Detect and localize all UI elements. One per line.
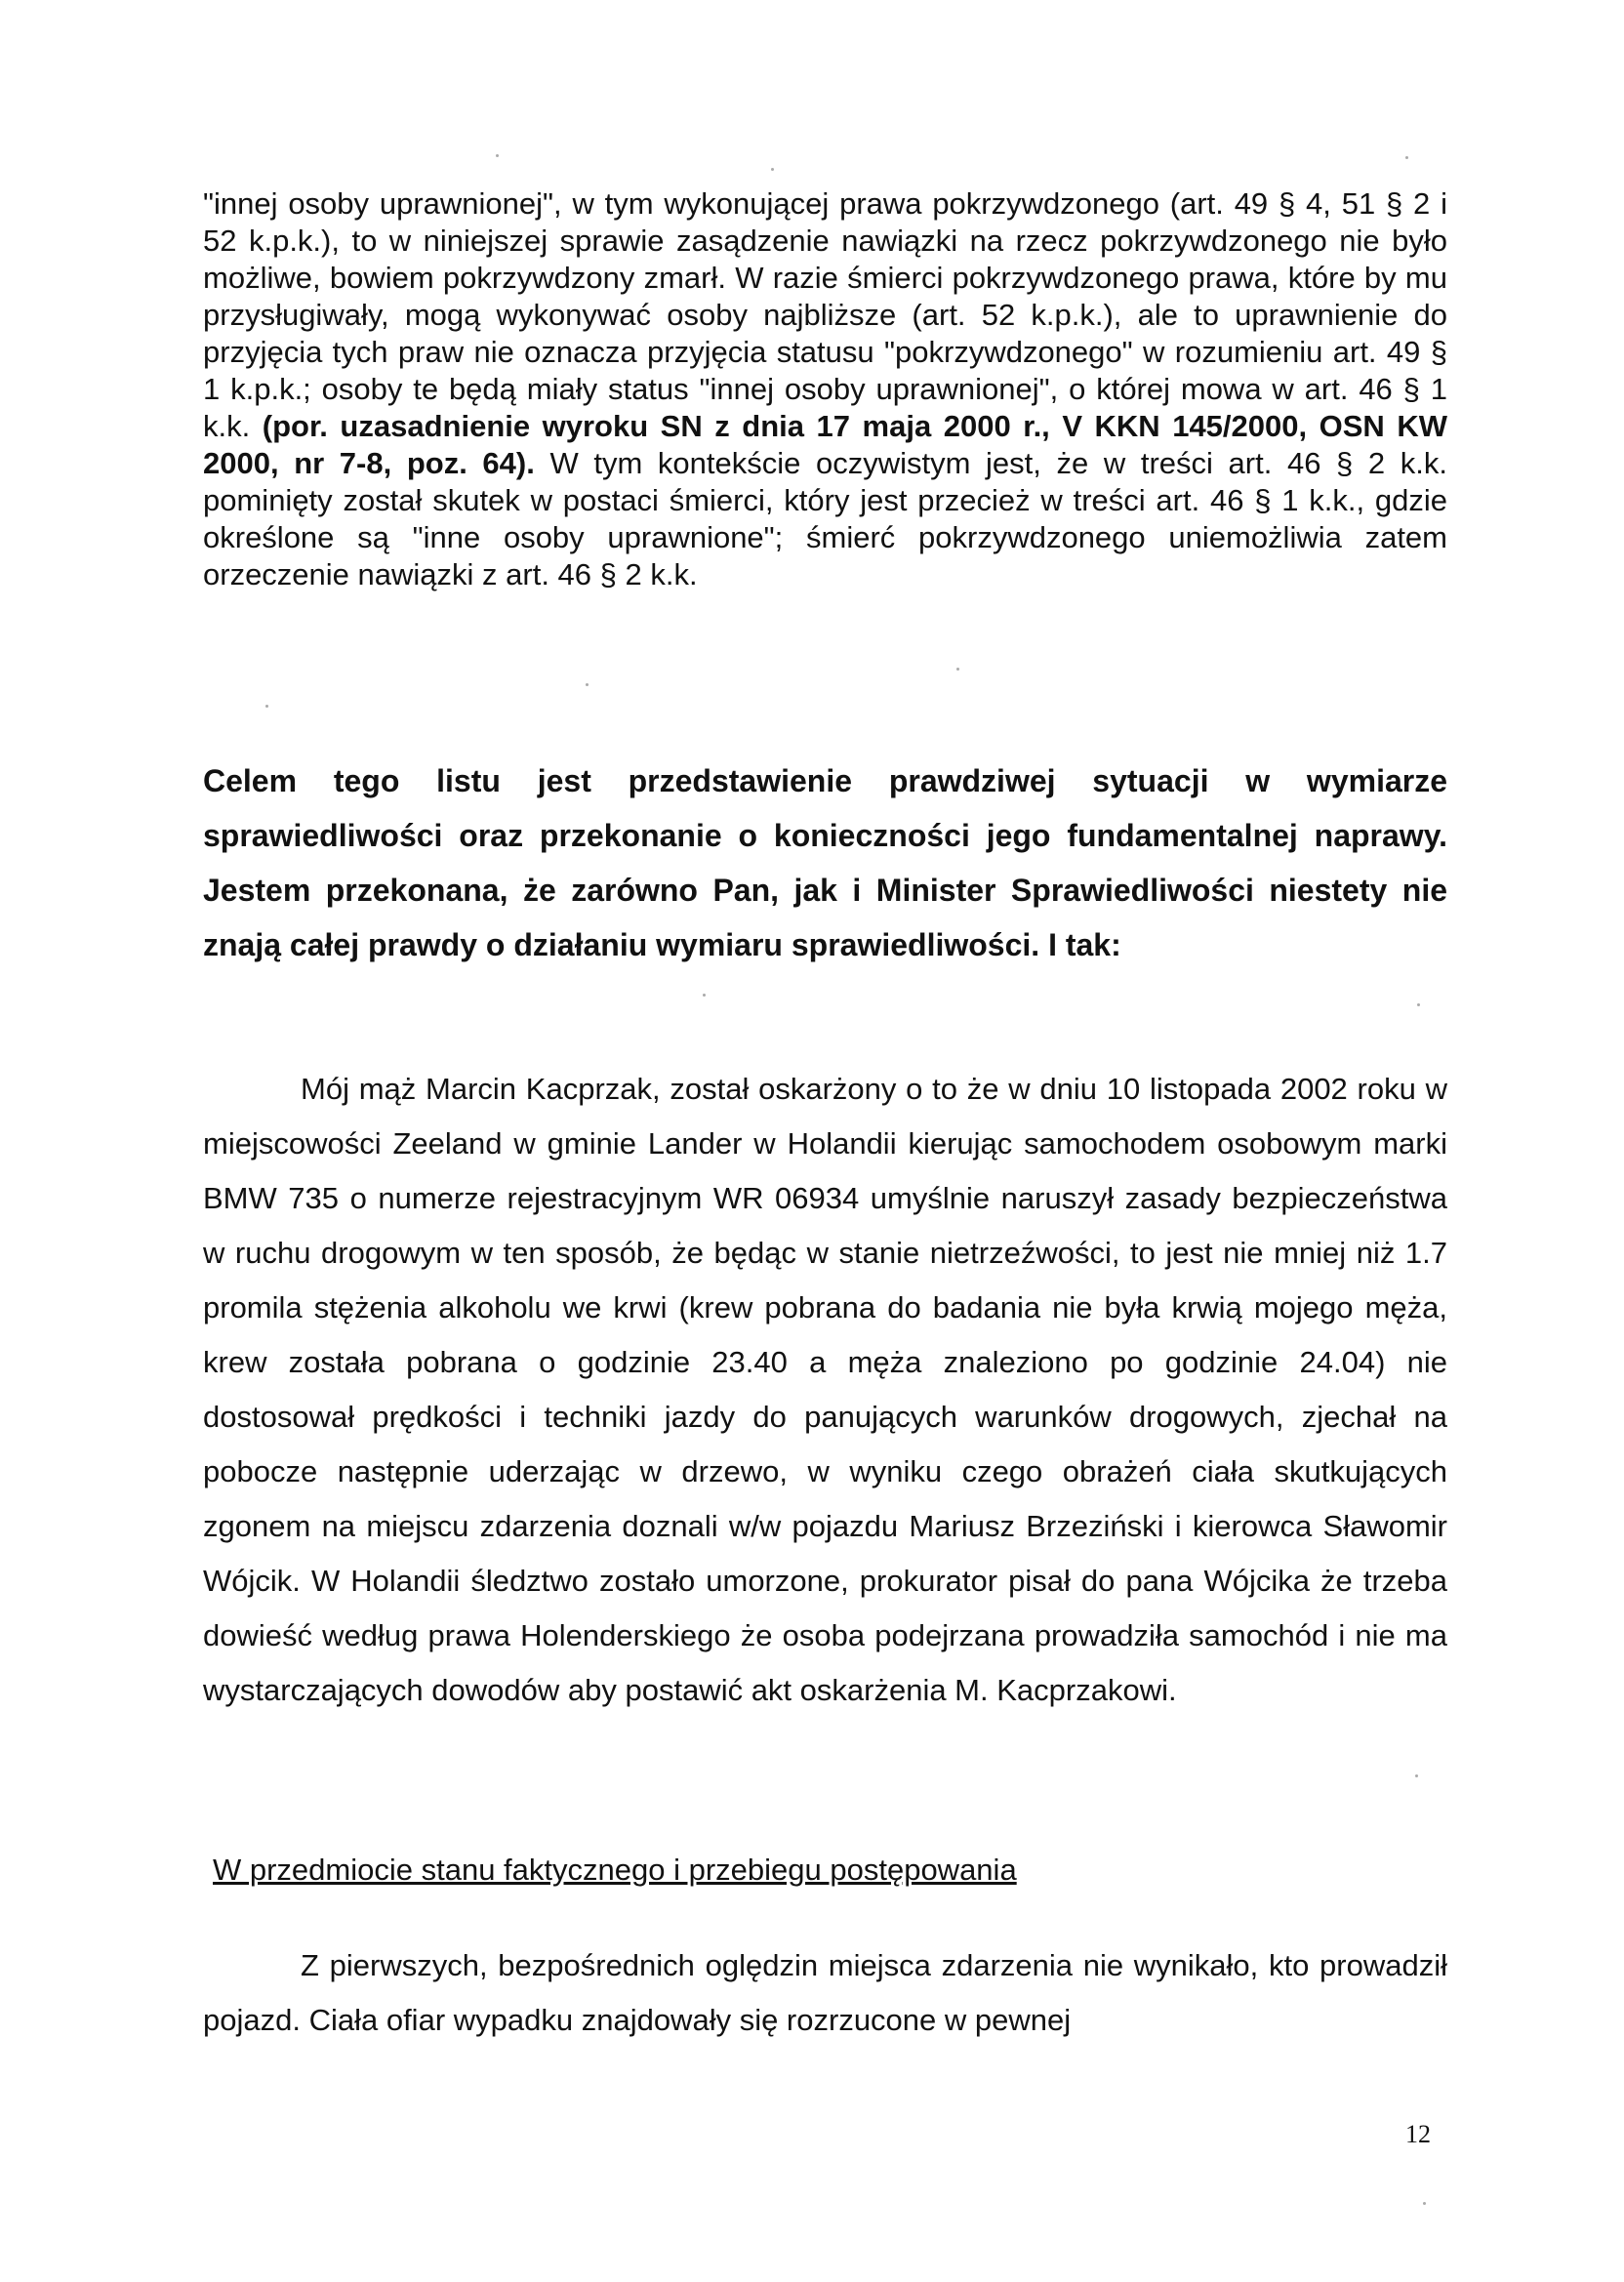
scan-speck: [703, 994, 706, 997]
scan-speck: [771, 168, 774, 171]
paragraph-facts: [203, 1938, 1447, 2048]
scan-speck: [496, 154, 499, 157]
quote-text-b: W tym kontekście oczywistym jest, że w treści art. 46 § 2 k.k. pominięty został skutek w postaci śmierci, który jest przecież w treści art. 46 § 1 k.k., gdzie określone są "inne osoby uprawnione"; śmierć pokrzywdzonego uniemożliwia zatem orzeczenie nawiązki z art. 46 § 2 k.k.: [203, 446, 1447, 591]
scan-speck: [1415, 1774, 1418, 1777]
paragraph-facts-text: Z pierwszych, bezpośrednich oględzin miejsca zdarzenia nie wynikało, kto prowadził pojazd. Ciała ofiar wypadku znajdowały się rozrzucone w pewnej: [203, 1948, 1447, 2037]
section-heading: W przedmiocie stanu faktycznego i przebiegu postępowania: [213, 1853, 1017, 1887]
scan-speck: [956, 668, 959, 671]
paragraph-accusation-text: Mój mąż Marcin Kacprzak, został oskarżony o to że w dniu 10 listopada 2002 roku w miejscowości Zeeland w gminie Lander w Holandii kierując samochodem osobowym marki BMW 735 o numerze rejestracyjnym WR 06934 umyślnie naruszył zasady bezpieczeństwa w ruchu drogowym w ten sposób, że będąc w stanie nietrzeźwości, to jest nie mniej niż 1.7 promila stężenia alkoholu we krwi (krew pobrana do badania nie była krwią mojego męża, krew została pobrana o godzinie 23.40 a męża znaleziono po godzinie 24.04) nie dostosował prędkości i techniki jazdy do panujących warunków drogowych, zjechał na pobocze następnie uderzając w drzewo, w wyniku czego obrażeń ciała skutkujących zgonem na miejscu zdarzenia doznali w/w pojazdu Mariusz Brzeziński i kierowca Sławomir Wójcik. W Holandii śledztwo zostało umorzone, prokurator pisał do pana Wójcika że trzeba dowieść według prawa Holenderskiego że osoba podejrzana prowadziła samochód i nie ma wystarczających dowodów aby postawić akt oskarżenia M. Kacprzakowi.: [203, 1072, 1447, 1707]
paragraph-accusation: [203, 1062, 1447, 1718]
page-number: 12: [1405, 2120, 1431, 2148]
quote-citation: (por. uzasadnienie wyroku SN z dnia 17 maja 2000 r., V KKN 145/2000, OSN KW 2000, nr 7-8, poz. 64).: [203, 409, 1447, 480]
scan-speck: [586, 683, 589, 686]
scan-speck: [1405, 156, 1408, 159]
letter-purpose-statement: Celem tego listu jest przedstawienie prawdziwej sytuacji w wymiarze sprawiedliwości oraz przekonanie o konieczności jego fundamentalnej naprawy. Jestem przekonana, że zarówno Pan, jak i Minister Sprawiedliwości niestety nie znają całej prawdy o działaniu wymiaru sprawiedliwości. I tak:: [203, 763, 1447, 962]
scan-speck: [265, 705, 268, 708]
scan-speck: [1423, 2202, 1426, 2205]
quote-text-a: "innej osoby uprawnionej", w tym wykonującej prawa pokrzywdzonego (art. 49 § 4, 51 § 2 i 52 k.p.k.), to w niniejszej sprawie zasądzenie nawiązki na rzecz pokrzywdzonego nie było możliwe, bowiem pokrzywdzony zmarł. W razie śmierci pokrzywdzonego prawa, które by mu przysługiwały, mogą wykonywać osoby najbliższe (art. 52 k.p.k.), ale to uprawnienie do przyjęcia tych praw nie oznacza przyjęcia statusu "pokrzywdzonego" w rozumieniu art. 49 § 1 k.p.k.; osoby te będą miały status "innej osoby uprawnionej", o której mowa w art. 46 § 1 k.k.: [203, 186, 1447, 443]
quoted-legal-passage: [203, 185, 1447, 593]
scan-speck: [1417, 1003, 1420, 1006]
